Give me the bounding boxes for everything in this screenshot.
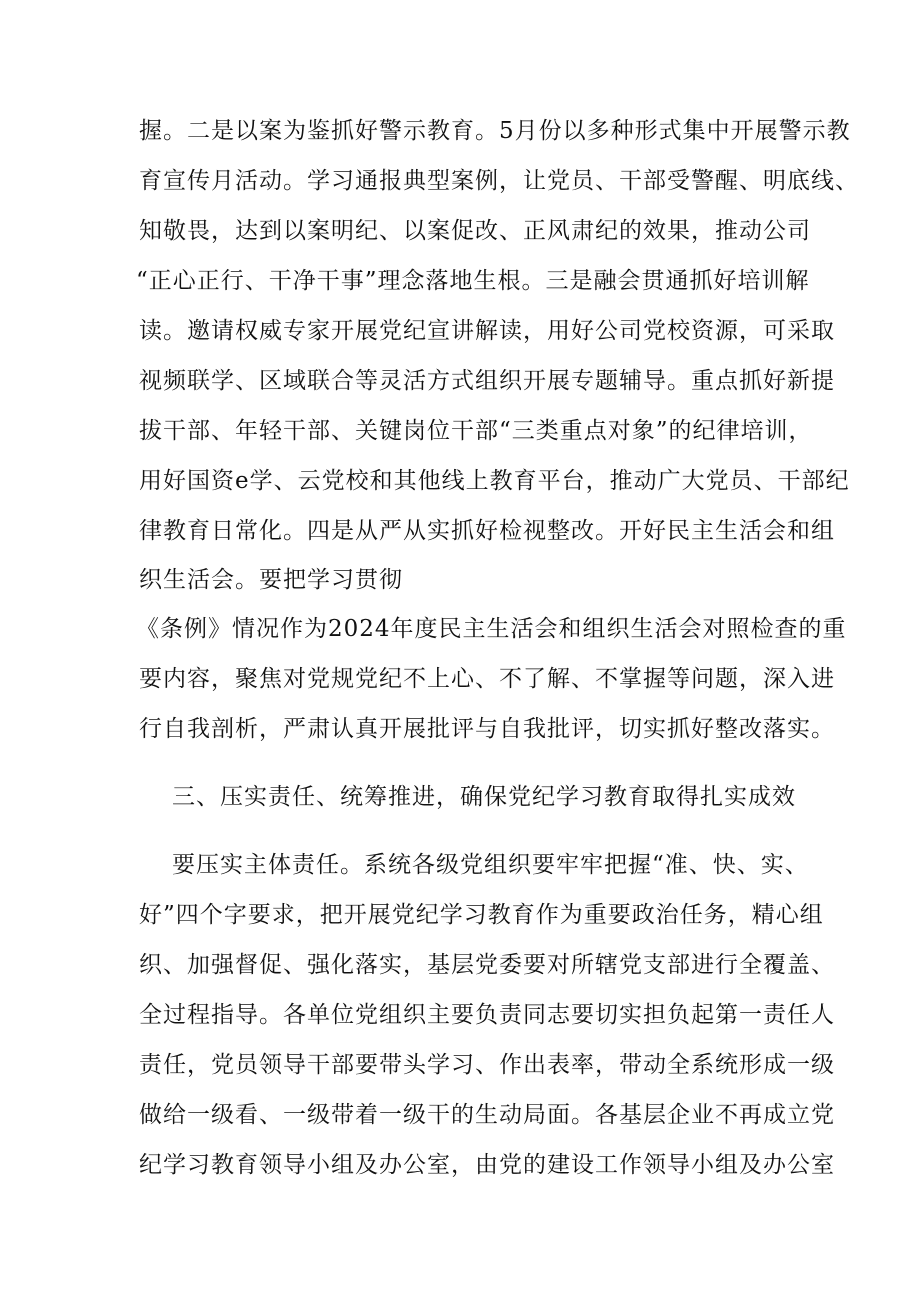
paragraph-2-line-4: 全过程指导。各单位党组织主要负责同志要切实担负起第一责任人 (139, 1002, 835, 1028)
paragraph-2-line-7: 纪学习教育领导小组及办公室，由党的建设工作领导小组及办公室 (139, 1152, 835, 1178)
paragraph-1-line-11: 《条例》情况作为2024年度民主生活会和组织生活会对照检查的重 (136, 616, 847, 642)
paragraph-1-line-10: 织生活会。要把学习贯彻 (139, 567, 403, 593)
paragraph-2-line-6: 做给一级看、一级带着一级干的生动局面。各基层企业不再成立党 (139, 1102, 835, 1128)
paragraph-2-line-3: 织、加强督促、强化落实，基层党委要对所辖党支部进行全覆盖、 (139, 952, 835, 978)
paragraph-1-line-7: 拔干部、年轻干部、关键岗位干部“三类重点对象”的纪律培训， (139, 418, 813, 444)
paragraph-1-line-2: 育宣传月活动。学习通报典型案例，让党员、干部受警醒、明底线、 (139, 168, 859, 194)
paragraph-1-line-3: 知敬畏，达到以案明纪、以案促改、正风肃纪的效果，推动公司 (139, 218, 811, 244)
paragraph-1-line-1: 握。二是以案为鉴抓好警示教育。5月份以多种形式集中开展警示教 (139, 118, 851, 144)
paragraph-1-line-9: 律教育日常化。四是从严从实抓好检视整改。开好民主生活会和组 (139, 518, 835, 544)
paragraph-1-line-4: “正心正行、干净干事”理念落地生根。三是融会贯通抓好培训解 (136, 268, 810, 294)
paragraph-1-line-5: 读。邀请权威专家开展党纪宣讲解读，用好公司党校资源，可采取 (139, 318, 835, 344)
paragraph-2-line-1: 要压实主体责任。系统各级党组织要牢牢把握“准、快、实、 (172, 852, 809, 878)
paragraph-1-line-12: 要内容，聚焦对党规党纪不上心、不了解、不掌握等问题，深入进 (139, 666, 835, 692)
paragraph-1-line-6: 视频联学、区域联合等灵活方式组织开展专题辅导。重点抓好新提 (139, 368, 835, 394)
paragraph-1-line-8: 用好国资e学、云党校和其他线上教育平台，推动广大党员、干部纪 (139, 468, 850, 494)
section-heading: 三、压实责任、统筹推进，确保党纪学习教育取得扎实成效 (172, 784, 796, 810)
paragraph-1-line-13: 行自我剖析，严肃认真开展批评与自我批评，切实抓好整改落实。 (139, 716, 835, 742)
paragraph-2-line-2: 好”四个字要求，把开展党纪学习教育作为重要政治任务，精心组 (139, 902, 824, 928)
paragraph-2-line-5: 责任，党员领导干部要带头学习、作出表率，带动全系统形成一级 (139, 1052, 835, 1078)
